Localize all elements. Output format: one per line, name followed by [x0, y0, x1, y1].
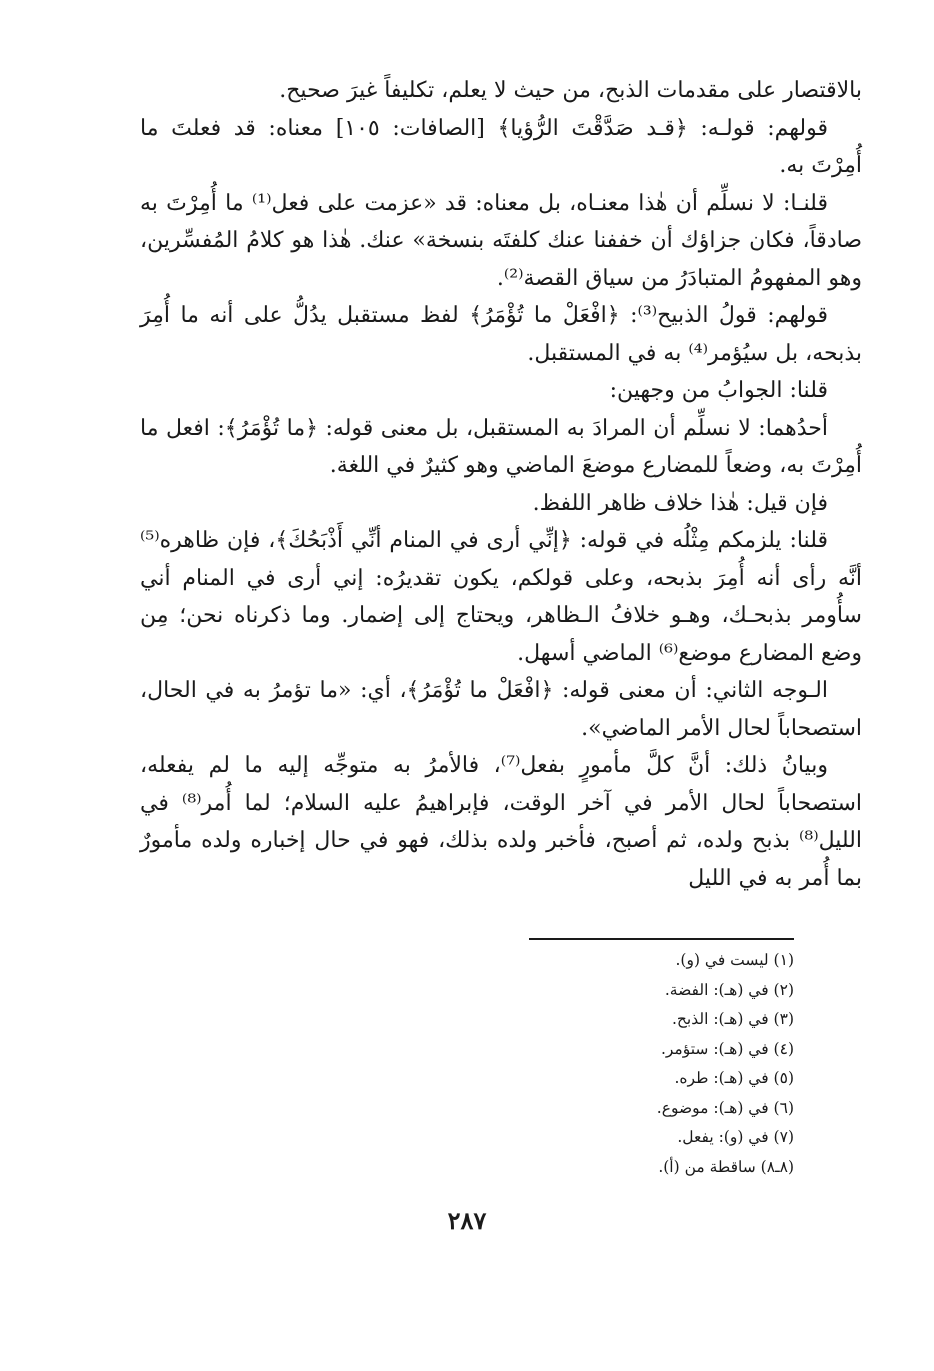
footnote-divider: [529, 938, 794, 940]
footnote: (٦) في (هـ): موضوع.: [656, 1098, 794, 1117]
page-number: ٢٨٧: [447, 1206, 487, 1235]
footnote: (٣) في (هـ): الذبح.: [672, 1010, 794, 1028]
footnote: (١) ليست في (و).: [675, 951, 794, 969]
main-text: [140, 72, 862, 897]
paragraph: قولهم: قولـه: ﴿قـد صَدَّقْتَ الرُّؤيا﴾ [الصافات: ١٠٥] معناه: قد فعلتَ ما أُمِرْتَ به.: [140, 115, 862, 178]
paragraph: الـوجه الثاني: أن معنى قوله: ﴿افْعَلْ ما تُؤْمَرُ﴾، أي: «ما تؤمرُ به في الحال، استصحاباً لحال الأمر الماضي».: [140, 678, 862, 741]
footnote: (٤) في (هـ): ستؤمر.: [660, 1039, 794, 1058]
paragraph: قلنا: يلزمكم مِثْلُه في قوله: ﴿إنِّي أرى في المنام أنِّي أَذْبَحُكَ﴾، فإن ظاهره⁽⁵⁾ أنَّه رأى أنه أُمِرَ بذبحه، وعلى قولكم، يكون تقديرُه: إني أرى في المنام أني سأُومر بذبحـك، وهـو خلافُ الـظاهر، ويحتاج إلى إضمار. وما ذكرناه نحن؛ مِن وضع المضارع موضع⁽⁶⁾ الماضي أسهل.: [140, 528, 862, 666]
paragraph: قلنا: الجوابُ من وجهين:: [609, 378, 828, 403]
paragraph: قولهم: قولُ الذبيح⁽³⁾: ﴿افْعَلْ ما تُؤْمَرُ﴾ لفظ مستقبل يدُلُّ على أنه ما أُمِرَ بذبحه، بل سيُؤمر⁽⁴⁾ به في المستقبل.: [140, 303, 862, 366]
paragraph: وبيانُ ذلك: أنَّ كلَّ مأمورٍ بفعل⁽⁷⁾، فالأمرُ به متوجِّه إليه ما لم يفعله، استصحاباً لحال الأمر في آخر الوقت، فإبراهيمُ عليه السلام؛ لما أُمر⁽⁸⁾ في الليل⁽⁸⁾ بذبح ولده، ثم أصبح، فأخبر ولده بذلك، فهو في حال إخباره ولده مأمورٌ بما أُمر به في الليل: [140, 753, 862, 891]
paragraph: قلنـا: لا نسلِّم أن هٰذا معنـاه، بل معناه: قد «عزمت على فعل⁽¹⁾ ما أُمِرْتَ به صادقاً، فكان جزاؤك أن خففنا عنك كلفتَه بنسخة» عنك. هٰذا هو كلامُ المُفسِّرين، وهو المفهومُ المتبادَرُ من سياق القصة⁽²⁾.: [140, 190, 862, 291]
footnote: (٨ـ٨) ساقطة من (أ).: [658, 1157, 794, 1176]
footnotes: [394, 946, 794, 1182]
paragraph: فإن قيل: هٰذا خلاف ظاهر اللفظ.: [532, 490, 828, 516]
paragraph: بالاقتصار على مقدمات الذبح، من حيث لا يعلم، تكليفاً غيرَ صحيح.: [279, 78, 862, 103]
paragraph: أحدُهما: لا نسلِّم أن المرادَ به المستقبل، بل معنى قوله: ﴿ما تُؤْمَرُ﴾: افعل ما أُمِرْتَ به، وضعاً للمضارع موضعَ الماضي وهو كثيرٌ في اللغة.: [140, 415, 862, 478]
footnote: (٥) في (هـ): طره.: [674, 1069, 794, 1087]
footnote: (٢) في (هـ): الفضة.: [664, 980, 794, 999]
footnote: (٧) في (و): يفعل.: [677, 1128, 794, 1146]
